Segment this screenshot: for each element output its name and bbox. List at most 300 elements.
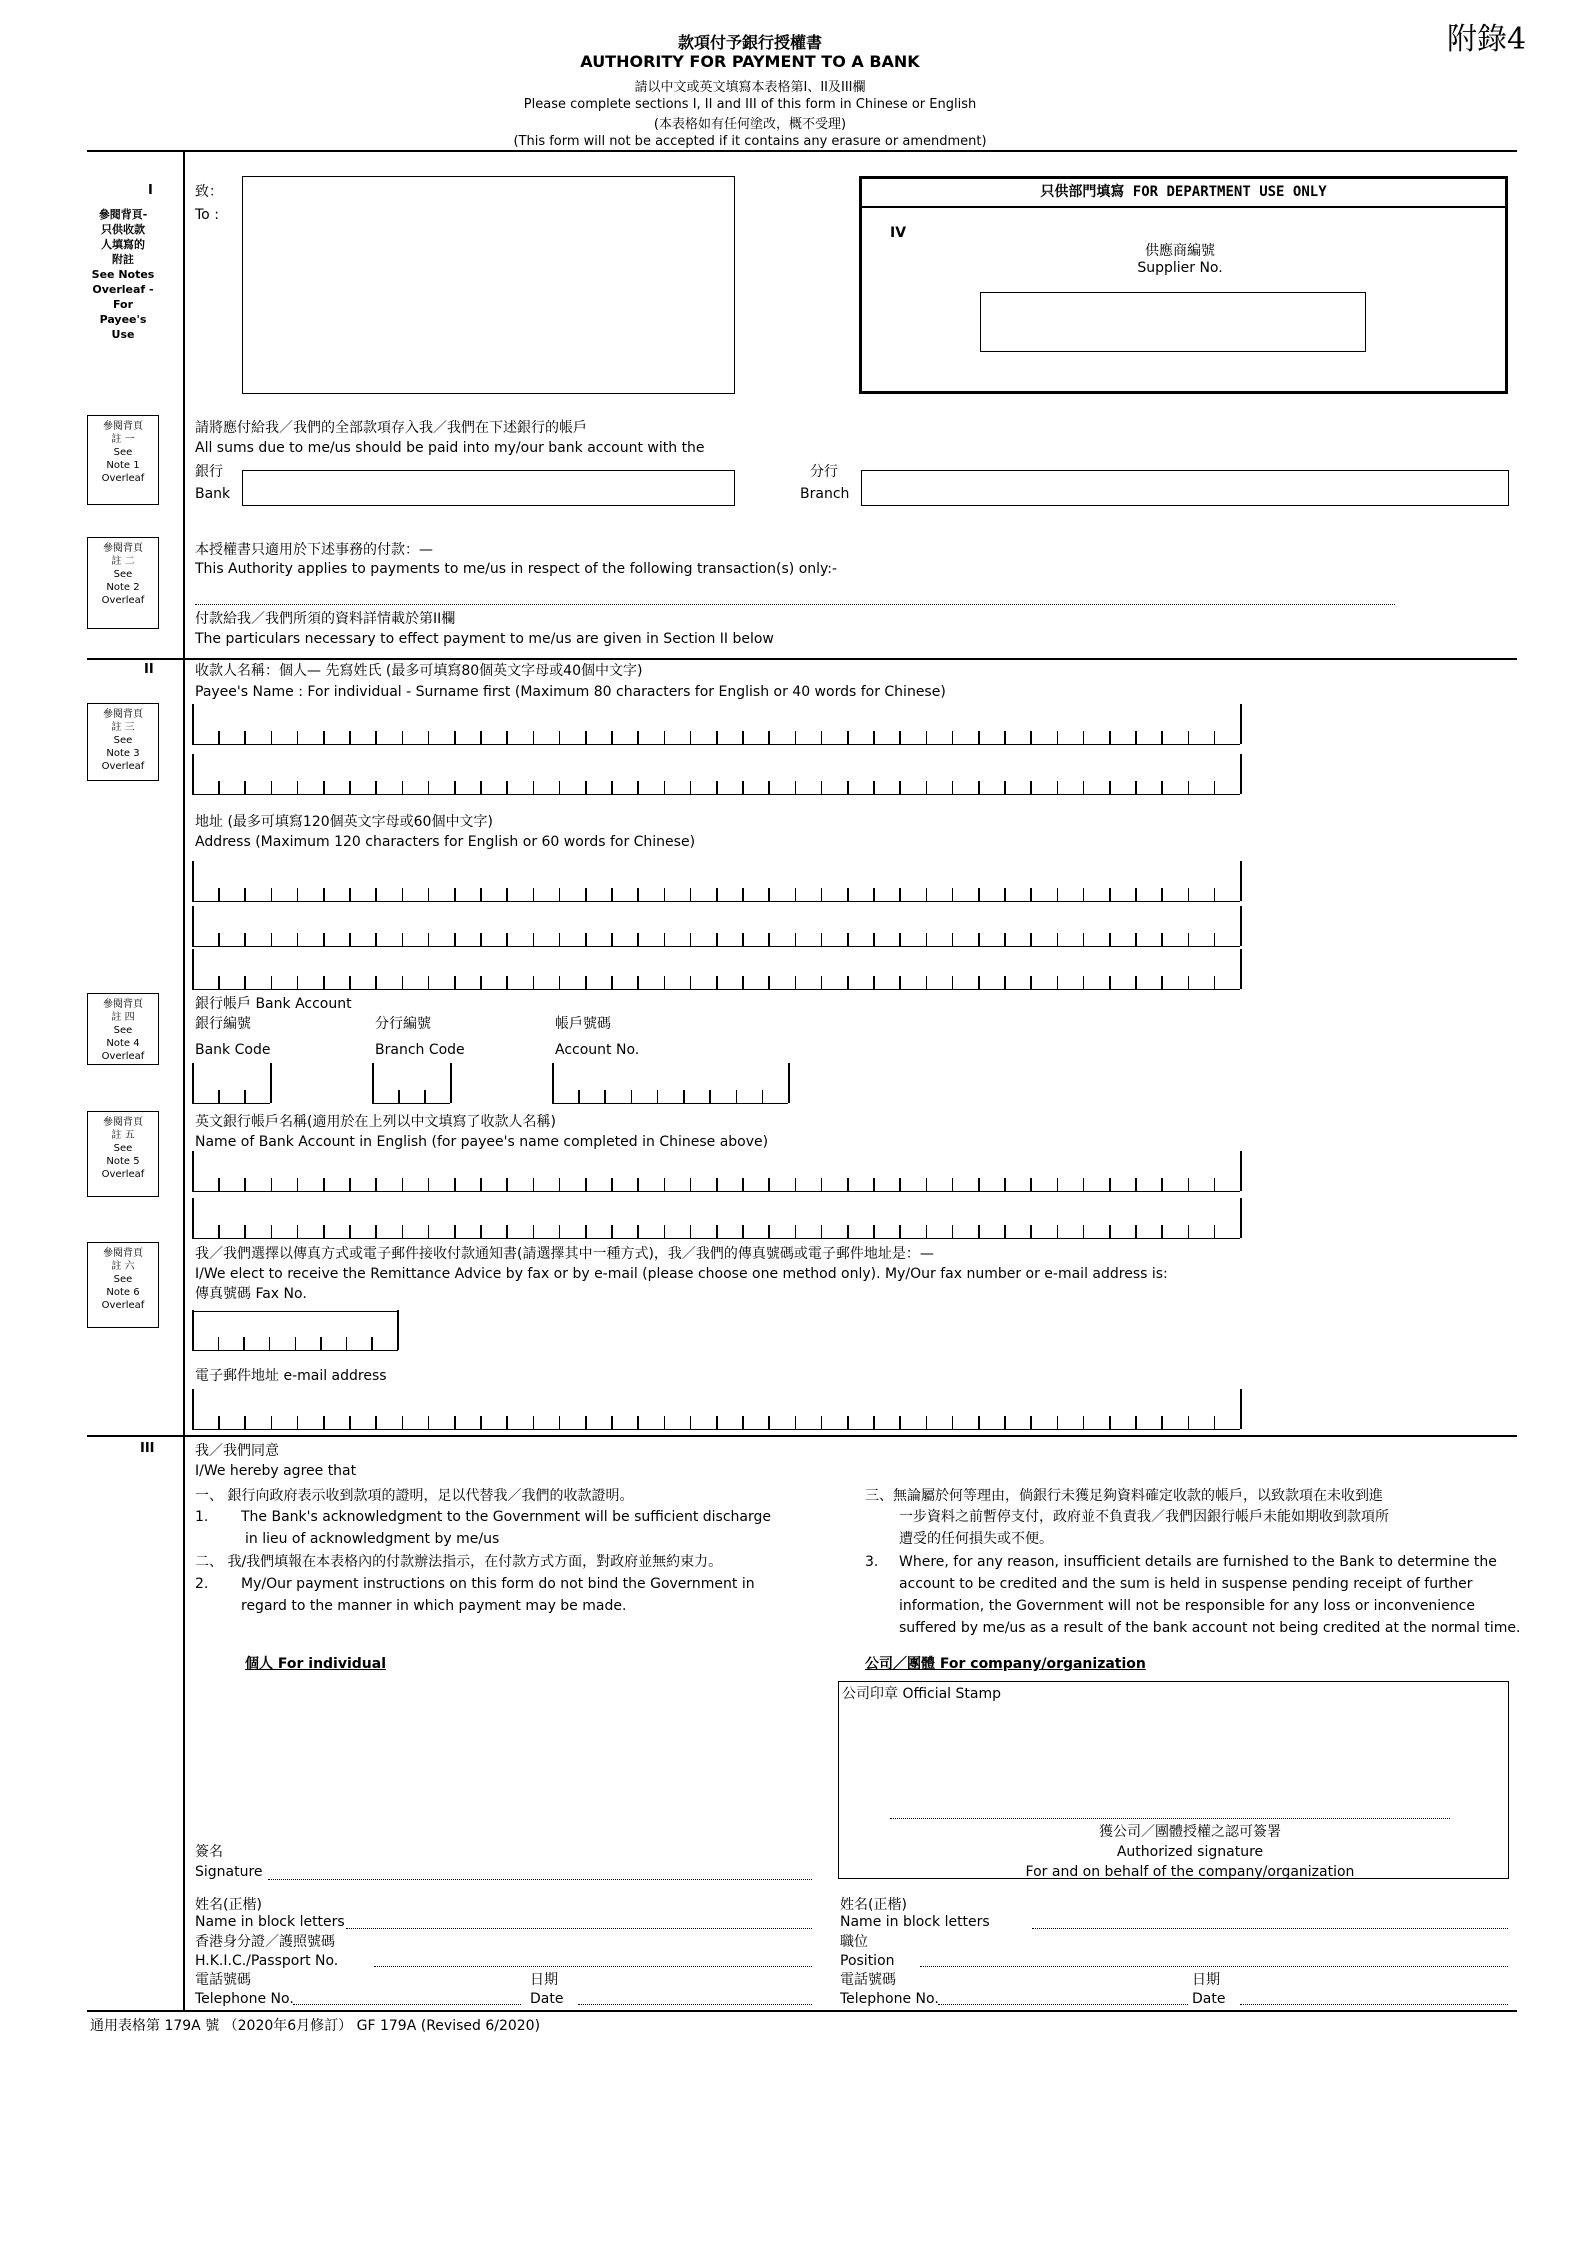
- char-cell-tick: [873, 933, 875, 946]
- individual-tel-line[interactable]: [293, 2004, 521, 2005]
- char-cell-tick: [1214, 731, 1216, 744]
- term-2-zh: 二、 我/我們填報在本表格內的付款辦法指示，在付款方式方面，對政府並無約束力。: [195, 1554, 723, 1570]
- address-zh: 地址 (最多可填寫120個英文字母或60個中文字): [195, 814, 493, 830]
- company-date-line[interactable]: [1240, 2004, 1508, 2005]
- char-cell-tick: [271, 976, 273, 989]
- char-cell-tick: [716, 933, 718, 946]
- char-cell-tick: [218, 1416, 220, 1429]
- char-cell-tick: [398, 1090, 400, 1103]
- char-cell-tick: [716, 1416, 718, 1429]
- char-cell-tick: [218, 888, 220, 901]
- company-name-block-en: Name in block letters: [840, 1914, 990, 1930]
- char-cell-tick: [375, 888, 377, 901]
- position-zh: 職位: [840, 1934, 868, 1950]
- char-cell-tick: [1083, 1178, 1085, 1191]
- char-cell-tick: [533, 1178, 535, 1191]
- char-cell-tick: [611, 888, 613, 901]
- char-cell-tick: [271, 1416, 273, 1429]
- term-3-zh-a: 三、無論屬於何等理由，倘銀行未獲足夠資料確定收款的帳戶，以致款項在未收到進: [865, 1488, 1383, 1504]
- account-name-row-2[interactable]: [192, 1199, 1240, 1239]
- char-cell-tick: [402, 976, 404, 989]
- char-cell-tick: [1004, 781, 1006, 794]
- char-cell-tick: [1057, 976, 1059, 989]
- char-cell-tick: [664, 731, 666, 744]
- char-cell-tick: [1214, 1225, 1216, 1238]
- char-cell-tick: [847, 888, 849, 901]
- department-use-title: 只供部門填寫 FOR DEPARTMENT USE ONLY: [1040, 184, 1327, 200]
- char-cell-tick: [604, 1090, 606, 1103]
- char-cell-tick: [795, 731, 797, 744]
- char-cell-tick: [402, 1178, 404, 1191]
- char-cell-tick: [402, 888, 404, 901]
- char-cell-tick: [1109, 888, 1111, 901]
- authority-en: This Authority applies to payments to me/us in respect of the following transaction(s) only:-: [195, 561, 838, 577]
- char-cell-tick: [899, 1178, 901, 1191]
- char-cell-tick: [454, 781, 456, 794]
- char-cell-tick: [192, 1063, 194, 1103]
- char-cell-tick: [952, 781, 954, 794]
- note-6-box: 參閱背頁 註 六 See Note 6 Overleaf: [87, 1242, 159, 1328]
- char-cell-tick: [480, 888, 482, 901]
- char-cell-tick: [1030, 731, 1032, 744]
- char-cell-tick: [768, 731, 770, 744]
- char-cell-tick: [952, 1178, 954, 1191]
- char-cell-tick: [480, 933, 482, 946]
- char-cell-tick: [716, 976, 718, 989]
- term-1-en-a: The Bank's acknowledgment to the Government will be sufficient discharge: [241, 1509, 772, 1525]
- char-cell-tick: [578, 1090, 580, 1103]
- authorized-signature-en: Authorized signature: [1116, 1844, 1264, 1860]
- char-cell-tick: [795, 1416, 797, 1429]
- hkic-line[interactable]: [374, 1966, 812, 1967]
- char-cell-tick: [821, 976, 823, 989]
- char-cell-tick: [397, 1310, 399, 1350]
- hkic-en: H.K.I.C./Passport No.: [195, 1953, 339, 1969]
- char-cell-tick: [192, 1389, 194, 1429]
- char-cell-tick: [821, 781, 823, 794]
- char-cell-tick: [611, 1225, 613, 1238]
- char-cell-tick: [428, 976, 430, 989]
- individual-date-line[interactable]: [578, 2004, 812, 2005]
- char-cell-tick: [1214, 1178, 1216, 1191]
- char-cell-tick: [873, 888, 875, 901]
- char-cell-tick: [244, 933, 246, 946]
- account-no-zh: 帳戶號碼: [555, 1016, 611, 1032]
- erasure-en: (This form will not be accepted if it contains any erasure or amendment): [513, 134, 987, 149]
- char-cell-tick: [323, 731, 325, 744]
- char-cell-tick: [952, 933, 954, 946]
- char-cell-tick: [1109, 933, 1111, 946]
- position-line[interactable]: [920, 1966, 1508, 1967]
- char-cell-tick: [716, 781, 718, 794]
- char-cell-tick: [1004, 1416, 1006, 1429]
- char-cell-tick: [585, 888, 587, 901]
- char-cell-tick: [683, 1090, 685, 1103]
- char-cell-tick: [1214, 781, 1216, 794]
- char-cell-tick: [372, 1063, 374, 1103]
- char-cell-tick: [1214, 888, 1216, 901]
- tel-zh: 電話號碼: [195, 1972, 251, 1988]
- char-cell-tick: [297, 976, 299, 989]
- char-cell-tick: [1109, 1225, 1111, 1238]
- instruction-en: Please complete sections I, II and III of this form in Chinese or English: [523, 97, 977, 112]
- section-3-label: III: [140, 1441, 155, 1456]
- term-2-en-b: regard to the manner in which payment may be made.: [241, 1598, 627, 1614]
- char-cell-tick: [506, 888, 508, 901]
- title-en: AUTHORITY FOR PAYMENT TO A BANK: [580, 52, 920, 71]
- char-cell-tick: [768, 781, 770, 794]
- note-2-box: 參閱背頁 註 二 See Note 2 Overleaf: [87, 537, 159, 629]
- char-cell-tick: [1240, 1198, 1242, 1238]
- term-2-en-a: My/Our payment instructions on this form do not bind the Government in: [241, 1576, 755, 1592]
- char-cell-tick: [1240, 906, 1242, 946]
- char-cell-tick: [762, 1090, 764, 1103]
- char-cell-tick: [821, 888, 823, 901]
- char-cell-tick: [1161, 888, 1163, 901]
- bank-instruction-zh: 請將應付給我／我們的全部款項存入我／我們在下述銀行的帳戶: [195, 420, 587, 436]
- char-cell-tick: [454, 731, 456, 744]
- term-3-en-a: Where, for any reason, insufficient details are furnished to the Bank to determine the: [899, 1554, 1497, 1570]
- note-5-box: 參閱背頁 註 五 See Note 5 Overleaf: [87, 1111, 159, 1197]
- char-cell-tick: [873, 781, 875, 794]
- char-cell-tick: [402, 933, 404, 946]
- char-cell-tick: [371, 1337, 373, 1350]
- char-cell-tick: [585, 933, 587, 946]
- account-name-row-1[interactable]: [192, 1152, 1240, 1192]
- company-name-line[interactable]: [1032, 1928, 1508, 1929]
- char-cell-tick: [873, 1178, 875, 1191]
- char-cell-tick: [637, 1225, 639, 1238]
- agree-zh: 我／我們同意: [195, 1443, 279, 1459]
- char-cell-tick: [480, 731, 482, 744]
- char-cell-tick: [297, 1178, 299, 1191]
- char-cell-tick: [349, 1225, 351, 1238]
- authority-zh: 本授權書只適用於下述事務的付款：—: [195, 542, 433, 558]
- char-cell-tick: [402, 1416, 404, 1429]
- char-cell-tick: [1109, 781, 1111, 794]
- char-cell-tick: [1135, 1178, 1137, 1191]
- char-cell-tick: [637, 781, 639, 794]
- term-3-en-d: suffered by me/us as a result of the bank account not being credited at the normal time.: [899, 1620, 1521, 1636]
- char-cell-tick: [768, 1178, 770, 1191]
- char-cell-tick: [559, 976, 561, 989]
- char-cell-tick: [847, 731, 849, 744]
- char-cell-tick: [795, 1225, 797, 1238]
- char-cell-tick: [742, 888, 744, 901]
- char-cell-tick: [847, 976, 849, 989]
- char-cell-tick: [716, 888, 718, 901]
- char-cell-tick: [821, 1225, 823, 1238]
- char-cell-tick: [1057, 1225, 1059, 1238]
- char-cell-tick: [192, 1310, 194, 1350]
- char-cell-tick: [533, 976, 535, 989]
- char-cell-tick: [795, 781, 797, 794]
- term-3-number: 3.: [865, 1554, 879, 1570]
- char-cell-tick: [1083, 888, 1085, 901]
- char-cell-tick: [218, 1178, 220, 1191]
- char-cell-tick: [1030, 1178, 1032, 1191]
- char-cell-tick: [585, 1225, 587, 1238]
- char-cell-tick: [611, 1178, 613, 1191]
- char-cell-tick: [664, 1225, 666, 1238]
- signature-en: Signature: [195, 1864, 263, 1880]
- name-block-zh: 姓名(正楷): [195, 1897, 262, 1913]
- bank-code-zh: 銀行編號: [195, 1016, 251, 1032]
- char-cell-tick: [1214, 933, 1216, 946]
- char-cell-tick: [1188, 1416, 1190, 1429]
- transaction-field[interactable]: [195, 604, 1395, 605]
- char-cell-tick: [1004, 731, 1006, 744]
- branch-code-field[interactable]: [372, 1064, 450, 1104]
- section-1-label: I: [148, 183, 153, 198]
- char-cell-tick: [690, 1178, 692, 1191]
- bank-instruction-en: All sums due to me/us should be paid into my/our bank account with the: [195, 440, 705, 456]
- char-cell-tick: [1004, 933, 1006, 946]
- appendix-label: 附錄4: [1447, 22, 1527, 57]
- char-cell-tick: [978, 1416, 980, 1429]
- char-cell-tick: [402, 781, 404, 794]
- char-cell-tick: [218, 731, 220, 744]
- char-cell-tick: [428, 781, 430, 794]
- char-cell-tick: [847, 781, 849, 794]
- individual-name-line[interactable]: [346, 1928, 812, 1929]
- char-cell-tick: [218, 933, 220, 946]
- char-cell-tick: [506, 933, 508, 946]
- section-1-side-note: 參閱背頁- 只供收款 人填寫的 附註 See Notes Overleaf - For Payee's Use: [91, 208, 155, 341]
- char-cell-tick: [899, 1225, 901, 1238]
- char-cell-tick: [899, 731, 901, 744]
- char-cell-tick: [454, 1416, 456, 1429]
- char-cell-tick: [742, 1416, 744, 1429]
- char-cell-tick: [821, 933, 823, 946]
- char-cell-tick: [1083, 1416, 1085, 1429]
- char-cell-tick: [402, 731, 404, 744]
- char-cell-tick: [847, 1225, 849, 1238]
- char-cell-tick: [375, 933, 377, 946]
- char-cell-tick: [664, 933, 666, 946]
- char-cell-tick: [192, 906, 194, 946]
- char-cell-tick: [611, 976, 613, 989]
- char-cell-tick: [1161, 933, 1163, 946]
- title-zh: 款項付予銀行授權書: [677, 33, 822, 52]
- fax-field[interactable]: [192, 1311, 398, 1351]
- char-cell-tick: [1161, 781, 1163, 794]
- char-cell-tick: [1057, 731, 1059, 744]
- char-cell-tick: [978, 976, 980, 989]
- signature-line[interactable]: [268, 1879, 812, 1880]
- char-cell-tick: [428, 1225, 430, 1238]
- char-cell-tick: [559, 1178, 561, 1191]
- char-cell-tick: [269, 1337, 271, 1350]
- char-cell-tick: [297, 933, 299, 946]
- company-date-zh: 日期: [1192, 1972, 1220, 1988]
- char-cell-tick: [1004, 888, 1006, 901]
- char-cell-tick: [821, 731, 823, 744]
- char-cell-tick: [349, 933, 351, 946]
- char-cell-tick: [585, 1178, 587, 1191]
- company-date-en: Date: [1192, 1991, 1226, 2007]
- term-3-zh-c: 遭受的任何損失或不便。: [899, 1531, 1053, 1547]
- char-cell-tick: [821, 1416, 823, 1429]
- char-cell-tick: [1057, 1416, 1059, 1429]
- char-cell-tick: [192, 754, 194, 794]
- char-cell-tick: [559, 1225, 561, 1238]
- char-cell-tick: [1240, 1151, 1242, 1191]
- char-cell-tick: [1240, 949, 1242, 989]
- payee-name-row-2[interactable]: [192, 755, 1240, 795]
- supplier-no-field[interactable]: [980, 292, 1366, 352]
- char-cell-tick: [480, 1225, 482, 1238]
- char-cell-tick: [978, 933, 980, 946]
- char-cell-tick: [690, 933, 692, 946]
- char-cell-tick: [480, 781, 482, 794]
- char-cell-tick: [428, 888, 430, 901]
- hkic-zh: 香港身分證／護照號碼: [195, 1934, 335, 1950]
- char-cell-tick: [716, 731, 718, 744]
- char-cell-tick: [349, 888, 351, 901]
- char-cell-tick: [323, 1225, 325, 1238]
- char-cell-tick: [637, 976, 639, 989]
- email-field[interactable]: [192, 1390, 1240, 1430]
- char-cell-tick: [297, 1416, 299, 1429]
- char-cell-tick: [1030, 888, 1032, 901]
- char-cell-tick: [1240, 704, 1242, 744]
- char-cell-tick: [1057, 888, 1059, 901]
- char-cell-tick: [1135, 976, 1137, 989]
- address-row-2[interactable]: [192, 907, 1240, 947]
- char-cell-tick: [873, 1416, 875, 1429]
- payee-name-row-1[interactable]: [192, 705, 1240, 745]
- char-cell-tick: [271, 933, 273, 946]
- char-cell-tick: [1083, 1225, 1085, 1238]
- company-name-block-zh: 姓名(正楷): [840, 1897, 907, 1913]
- char-cell-tick: [585, 976, 587, 989]
- authorized-signature-line[interactable]: [890, 1818, 1450, 1819]
- char-cell-tick: [533, 731, 535, 744]
- char-cell-tick: [1004, 1178, 1006, 1191]
- char-cell-tick: [424, 1090, 426, 1103]
- char-cell-tick: [1188, 1225, 1190, 1238]
- char-cell-tick: [742, 933, 744, 946]
- char-cell-tick: [1161, 731, 1163, 744]
- char-cell-tick: [899, 976, 901, 989]
- char-cell-tick: [664, 781, 666, 794]
- company-heading: 公司／團體 For company/organization: [865, 1656, 1146, 1672]
- char-cell-tick: [1188, 781, 1190, 794]
- char-cell-tick: [559, 781, 561, 794]
- char-cell-tick: [1240, 861, 1242, 901]
- char-cell-tick: [1135, 1225, 1137, 1238]
- char-cell-tick: [768, 1225, 770, 1238]
- account-no-en: Account No.: [555, 1042, 640, 1058]
- char-cell-tick: [506, 731, 508, 744]
- char-cell-tick: [533, 933, 535, 946]
- char-cell-tick: [1214, 1416, 1216, 1429]
- char-cell-tick: [454, 1225, 456, 1238]
- char-cell-tick: [899, 1416, 901, 1429]
- company-tel-line[interactable]: [938, 2004, 1188, 2005]
- char-cell-tick: [637, 1416, 639, 1429]
- char-cell-tick: [1030, 933, 1032, 946]
- char-cell-tick: [297, 1225, 299, 1238]
- term-1-number: 1.: [195, 1509, 209, 1525]
- char-cell-tick: [323, 1178, 325, 1191]
- account-no-field[interactable]: [552, 1064, 788, 1104]
- char-cell-tick: [243, 1337, 245, 1350]
- account-name-en-zh: 英文銀行帳戶名稱(適用於在上列以中文填寫了收款人名稱): [195, 1114, 556, 1130]
- char-cell-tick: [795, 1178, 797, 1191]
- char-cell-tick: [1109, 1416, 1111, 1429]
- term-2-number: 2.: [195, 1576, 209, 1592]
- bank-name-field[interactable]: [242, 470, 735, 506]
- char-cell-tick: [978, 1178, 980, 1191]
- branch-name-field[interactable]: [861, 470, 1509, 506]
- char-cell-tick: [926, 1178, 928, 1191]
- char-cell-tick: [506, 1416, 508, 1429]
- char-cell-tick: [506, 1225, 508, 1238]
- char-cell-tick: [1135, 1416, 1137, 1429]
- char-cell-tick: [271, 1178, 273, 1191]
- to-address-box[interactable]: [242, 176, 735, 394]
- char-cell-tick: [454, 933, 456, 946]
- char-cell-tick: [349, 731, 351, 744]
- char-cell-tick: [611, 731, 613, 744]
- char-cell-tick: [926, 976, 928, 989]
- char-cell-tick: [559, 933, 561, 946]
- char-cell-tick: [375, 781, 377, 794]
- char-cell-tick: [821, 1178, 823, 1191]
- char-cell-tick: [716, 1225, 718, 1238]
- char-cell-tick: [454, 888, 456, 901]
- char-cell-tick: [690, 888, 692, 901]
- bank-code-field[interactable]: [192, 1064, 270, 1104]
- term-1-zh: 一、 銀行向政府表示收到款項的證明，足以代替我／我們的收款證明。: [195, 1488, 634, 1504]
- char-cell-tick: [1188, 888, 1190, 901]
- char-cell-tick: [631, 1090, 633, 1103]
- char-cell-tick: [795, 888, 797, 901]
- char-cell-tick: [1161, 976, 1163, 989]
- address-row-3[interactable]: [192, 950, 1240, 990]
- char-cell-tick: [533, 1416, 535, 1429]
- char-cell-tick: [271, 888, 273, 901]
- char-cell-tick: [1083, 933, 1085, 946]
- email-label: 電子郵件地址 e-mail address: [195, 1368, 387, 1384]
- address-row-1[interactable]: [192, 862, 1240, 902]
- char-cell-tick: [480, 1178, 482, 1191]
- char-cell-tick: [585, 731, 587, 744]
- char-cell-tick: [873, 1225, 875, 1238]
- char-cell-tick: [768, 933, 770, 946]
- payee-name-en: Payee's Name : For individual - Surname first (Maximum 80 characters for English or 40 words for Chinese): [195, 684, 946, 700]
- char-cell-tick: [1214, 976, 1216, 989]
- char-cell-tick: [506, 976, 508, 989]
- char-cell-tick: [1083, 731, 1085, 744]
- char-cell-tick: [1240, 1389, 1242, 1429]
- term-1-en-b: in lieu of acknowledgment by me/us: [245, 1531, 500, 1547]
- char-cell-tick: [244, 976, 246, 989]
- char-cell-tick: [320, 1337, 322, 1350]
- left-rule: [183, 150, 185, 2012]
- char-cell-tick: [742, 976, 744, 989]
- to-label-zh: 致：: [195, 184, 223, 200]
- char-cell-tick: [585, 781, 587, 794]
- char-cell-tick: [952, 888, 954, 901]
- char-cell-tick: [899, 888, 901, 901]
- char-cell-tick: [1030, 1416, 1032, 1429]
- char-cell-tick: [218, 1337, 220, 1350]
- char-cell-tick: [847, 933, 849, 946]
- char-cell-tick: [926, 731, 928, 744]
